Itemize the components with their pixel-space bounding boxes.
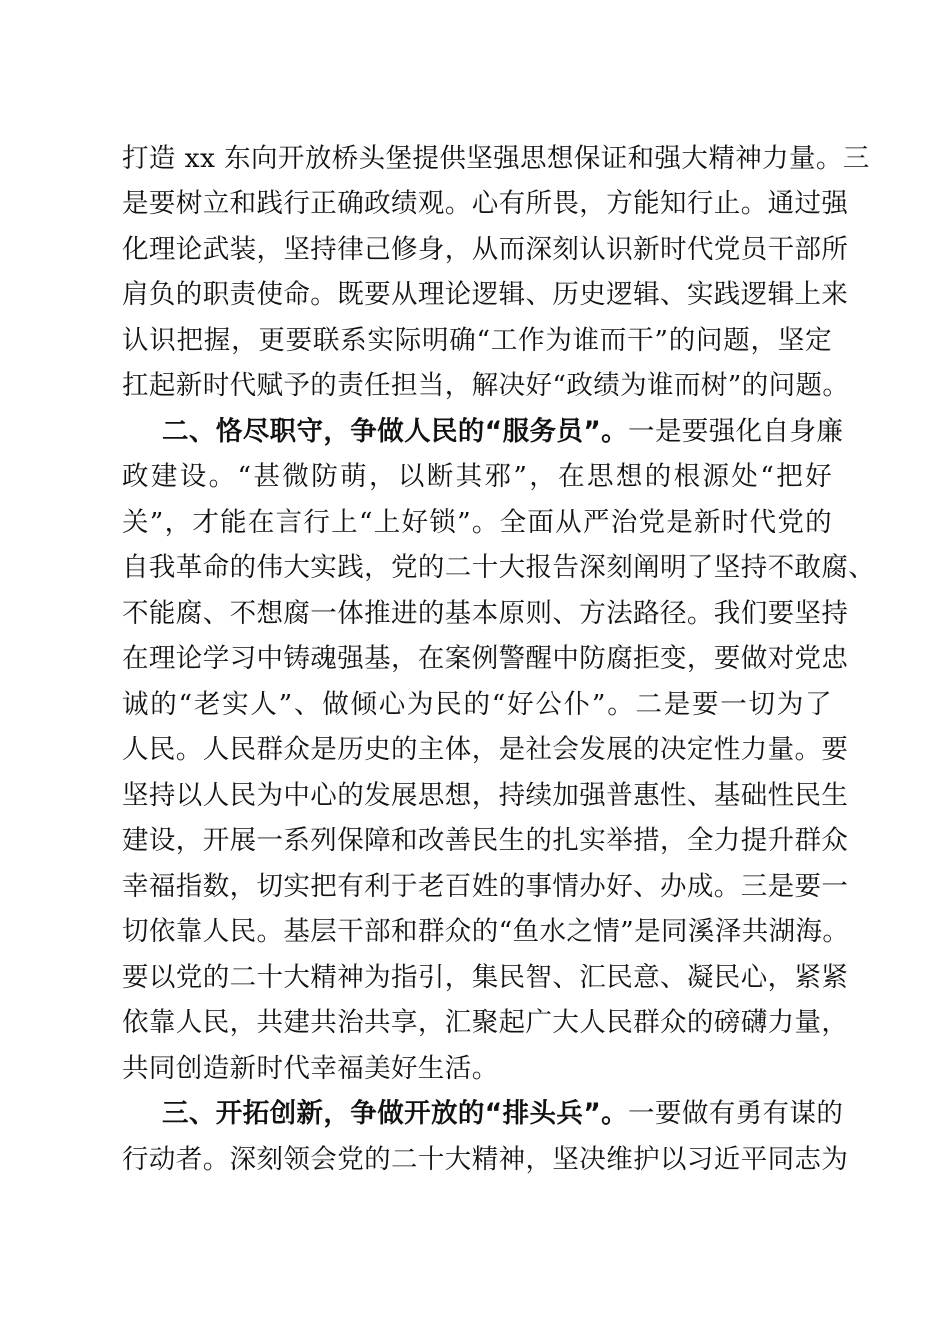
- section-2-first-line-text: 一是要强化自身廉: [628, 416, 844, 447]
- paragraph-line: 是要树立和践行正确政绩观。心有所畏，方能知行止。通过强: [122, 188, 849, 219]
- section-2-heading: 二、恪尽职守，争做人民的“服务员”。: [162, 416, 629, 447]
- section-2-first-line: [162, 410, 844, 454]
- paragraph-line: 肩负的职责使命。既要从理论逻辑、历史逻辑、实践逻辑上来: [122, 279, 849, 310]
- section-3-first-line-text: 一要做有勇有谋的: [628, 1098, 844, 1129]
- paragraph-line: 扛起新时代赋予的责任担当，解决好“政绩为谁而树”的问题。: [122, 370, 850, 401]
- section-3-first-line: [162, 1092, 844, 1136]
- paragraph-line: 关”，才能在言行上“上好锁”。全面从严治党是新时代党的: [122, 507, 832, 538]
- paragraph-line: 认识把握，更要联系实际明确“工作为谁而干”的问题，坚定: [122, 325, 832, 356]
- paragraph-line: 共同创造新时代幸福美好生活。: [122, 1053, 499, 1084]
- paragraph-line: 坚持以人民为中心的发展思想，持续加强普惠性、基础性民生: [122, 780, 849, 811]
- paragraph-line: 要以党的二十大精神为指引，集民智、汇民意、凝民心，紧紧: [122, 962, 849, 993]
- paragraph-line: 政建设。“甚微防萌，以断其邪”，在思想的根源处“把好: [122, 461, 832, 492]
- paragraph-line: 化理论武装，坚持律己修身，从而深刻认识新时代党员干部所: [122, 234, 849, 265]
- paragraph-line: 诚的“老实人”、做倾心为民的“好公仆”。二是要一切为了: [122, 689, 832, 720]
- section-3-heading: 三、开拓创新，争做开放的“排头兵”。: [162, 1098, 629, 1129]
- paragraph-line: 打造 xx 东向开放桥头堡提供坚强思想保证和强大精神力量。三: [122, 143, 870, 174]
- paragraph-line: 自我革命的伟大实践，党的二十大报告深刻阐明了坚持不敢腐、: [122, 552, 876, 583]
- paragraph-line: 切依靠人民。基层干部和群众的“鱼水之情”是同溪泽共湖海。: [122, 916, 850, 947]
- paragraph-line: 建设，开展一系列保障和改善民生的扎实举措，全力提升群众: [122, 825, 849, 856]
- paragraph-line: 不能腐、不想腐一体推进的基本原则、方法路径。我们要坚持: [122, 598, 849, 629]
- paragraph-line: 行动者。深刻领会党的二十大精神，坚决维护以习近平同志为: [122, 1144, 849, 1175]
- paragraph-line: 在理论学习中铸魂强基，在案例警醒中防腐拒变，要做对党忠: [122, 643, 849, 674]
- paragraph-line: 幸福指数，切实把有利于老百姓的事情办好、办成。三是要一: [122, 871, 849, 902]
- paragraph-line: 人民。人民群众是历史的主体，是社会发展的决定性力量。要: [122, 734, 849, 765]
- paragraph-line: 依靠人民，共建共治共享，汇聚起广大人民群众的磅礴力量，: [122, 1007, 849, 1038]
